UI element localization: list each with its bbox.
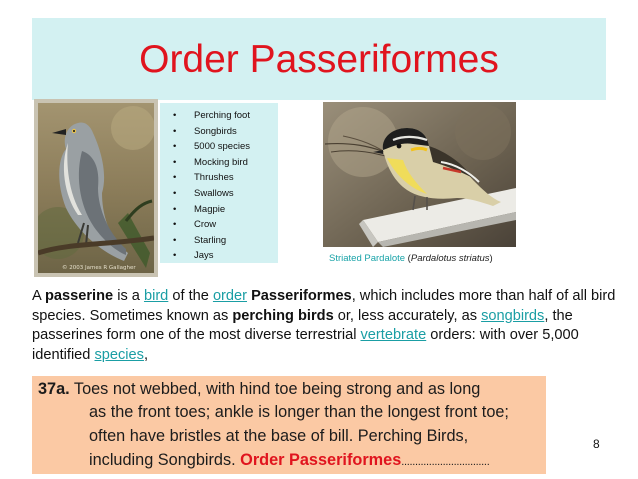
list-item <box>160 108 278 124</box>
features-list-box <box>160 103 278 263</box>
list-item-label: Mocking bird <box>194 156 248 168</box>
paragraph-text: of the <box>168 288 213 304</box>
paragraph-bold: perching birds <box>232 307 334 324</box>
caption-text: ( <box>405 253 411 264</box>
key-text: Toes not webbed, with hind toe being strong and as long <box>69 380 481 398</box>
bullet-icon: • <box>173 172 177 184</box>
key-line-3: often have bristles at the base of bill. Perching Birds, <box>89 427 469 445</box>
key-text: including Songbirds. <box>89 451 241 469</box>
list-item <box>160 170 278 186</box>
list-item <box>160 139 278 155</box>
pardalote-image <box>323 102 516 247</box>
paragraph-text: is a <box>113 288 144 304</box>
description-paragraph <box>32 287 628 365</box>
bullet-icon: • <box>173 234 177 246</box>
list-item-label: Magpie <box>194 203 226 215</box>
key-number: 37a. <box>38 380 70 398</box>
paragraph-text: A <box>32 288 45 304</box>
list-item <box>160 202 278 218</box>
list-item <box>160 124 278 140</box>
list-item-label: Thrushes <box>194 172 234 184</box>
key-leader-dots: ................................ <box>401 456 490 468</box>
list-item-label: Perching foot <box>194 110 250 121</box>
species-link[interactable]: species <box>94 346 144 363</box>
title-bar <box>32 18 606 100</box>
caption-link[interactable]: Striated Pardalote <box>329 253 406 264</box>
key-line-2: as the front toes; ankle is longer than the longest front toe; <box>89 403 509 421</box>
key-line-1 <box>38 379 480 399</box>
key-line-4 <box>89 450 489 472</box>
vertebrate-link[interactable]: vertebrate <box>360 327 427 344</box>
mockingbird-image <box>38 103 154 273</box>
paragraph-bold: Passeriformes <box>251 288 352 304</box>
list-item-label: Jays <box>194 250 214 262</box>
photo-watermark: © 2003 James R Gallagher <box>62 265 136 271</box>
list-item-label: Swallows <box>194 187 234 199</box>
list-item <box>160 155 278 171</box>
key-order-name: Order Passeriformes <box>240 451 402 469</box>
songbirds-link[interactable]: songbirds <box>481 307 545 324</box>
list-item-label: Songbirds <box>194 125 237 137</box>
list-item <box>160 233 278 249</box>
features-list <box>160 103 278 264</box>
paragraph-text: , <box>143 346 149 363</box>
list-item <box>160 217 278 233</box>
order-link[interactable]: order <box>212 288 248 304</box>
list-item-label: Starling <box>194 234 227 246</box>
bullet-icon: • <box>173 203 177 215</box>
bullet-icon: • <box>173 110 177 121</box>
bullet-icon: • <box>173 141 177 153</box>
page-number: 8 <box>593 437 600 451</box>
list-item-label: Crow <box>194 219 217 231</box>
paragraph-text: orders: with over 5,000 identified <box>32 327 579 363</box>
bullet-icon: • <box>173 156 177 168</box>
list-item <box>160 186 278 202</box>
identification-key-box <box>32 376 546 474</box>
caption-scientific-name: Pardalotus striatus <box>410 253 490 264</box>
mockingbird-photo <box>34 99 158 277</box>
pardalote-photo <box>323 102 516 247</box>
slide-title: Order Passeriformes <box>139 38 499 81</box>
paragraph-text: , the passerines form one of the most diverse terrestrial <box>32 307 573 344</box>
list-item-label: 5000 species <box>194 141 250 153</box>
bullet-icon: • <box>173 125 177 137</box>
caption-text: ) <box>489 253 493 264</box>
list-item <box>160 248 278 264</box>
bullet-icon: • <box>173 219 177 231</box>
photo-caption <box>329 253 493 264</box>
bird-link[interactable]: bird <box>143 288 169 304</box>
bullet-icon: • <box>173 187 177 199</box>
paragraph-text: or, less accurately, as <box>333 307 482 324</box>
paragraph-text: , which includes more than half of all bird species. Sometimes known as <box>32 288 616 324</box>
bullet-icon: • <box>173 250 177 262</box>
paragraph-bold: passerine <box>44 288 114 304</box>
